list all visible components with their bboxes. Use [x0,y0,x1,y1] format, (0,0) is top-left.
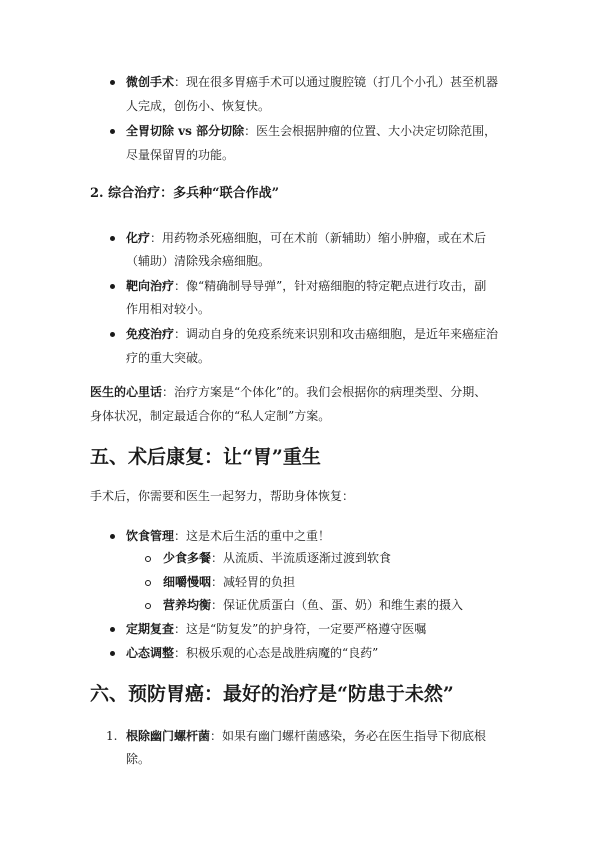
list-item [126,645,378,662]
item-text: ：调动自身的免疫系统来识别和攻击癌细胞，是近年来癌症治 [174,327,499,341]
item-text-cont: （辅助）清除残余癌细胞。 [126,254,271,268]
item-text-cont: 作用相对较小。 [126,302,211,316]
list-item [126,123,496,140]
section-title: 六、预防胃癌：最好的治疗是“防患于未然” [90,683,454,705]
list-number: 1. [106,729,118,743]
item-label: 营养均衡 [163,598,212,612]
list-item [126,278,486,295]
note-text-cont: 身体状况，制定最适合你的“私人定制”方案。 [90,409,331,423]
bullet-icon [110,651,115,656]
note-text: ：治疗方案是“个体化”的。我们会根据你的病理类型、分期、 [162,385,487,399]
item-label: 细嚼慢咽 [163,575,212,589]
bullet-icon [110,627,115,632]
bullet-icon [110,80,115,85]
list-item [126,728,486,745]
item-text-cont: 疗的重大突破。 [126,351,211,365]
item-text-cont: 除。 [126,752,151,766]
sub-list-item [163,550,391,567]
item-text: ：用药物杀死癌细胞，可在术前（新辅助）缩小肿瘤，或在术后 [150,231,487,245]
item-text: ：如果有幽门螺杆菌感染，务必在医生指导下彻底根 [210,729,487,743]
list-item [126,74,498,91]
item-text: ：这是术后生活的重中之重！ [174,529,331,543]
item-text: ：医生会根据肿瘤的位置、大小决定切除范围， [244,124,497,138]
sub-list-item [163,597,463,614]
bullet-icon [110,236,115,241]
item-label: 心态调整 [126,646,175,660]
item-text-cont: 尽量保留胃的功能。 [126,148,235,162]
item-text: ：现在很多胃癌手术可以通过腹腔镜（打几个小孔）甚至机器 [174,75,499,89]
list-item [126,528,330,545]
list-item [126,621,426,638]
bullet-icon [110,129,115,134]
item-text-cont: 人完成，创伤小、恢复快。 [126,99,271,113]
item-label: 定期复查 [126,622,175,636]
item-label: 饮食管理 [126,529,175,543]
list-item [126,230,486,247]
section-heading [90,185,279,203]
list-item [126,326,498,343]
item-label: 微创手术 [126,75,175,89]
item-text: ：这是“防复发”的护身符，一定要严格遵守医嘱 [174,622,427,636]
item-label: 根除幽门螺杆菌 [126,729,211,743]
heading-title: 综合治疗：多兵种“联合作战” [108,186,280,201]
sub-bullet-icon [145,556,151,562]
heading-number: 2. [90,186,104,201]
bullet-icon [110,284,115,289]
item-text: ：像“精确制导导弹”，针对癌细胞的特定靶点进行攻击，副 [174,279,487,293]
sub-list-item [163,574,295,591]
note-label: 医生的心里话 [90,385,163,399]
bullet-icon [110,534,115,539]
item-label: 少食多餐 [163,551,212,565]
section-title: 五、术后康复：让“胃”重生 [90,446,321,468]
doctor-note [90,384,486,401]
item-text: ：积极乐观的心态是战胜病魔的“良药” [174,646,379,660]
sub-bullet-icon [145,603,151,609]
item-label: 全胃切除 vs 部分切除 [126,124,245,138]
item-label: 靶向治疗 [126,279,175,293]
section-intro: 手术后，你需要和医生一起努力，帮助身体恢复： [90,489,355,503]
item-text: ：保证优质蛋白（鱼、蛋、奶）和维生素的摄入 [211,598,464,612]
item-text: ：减轻胃的负担 [211,575,296,589]
item-label: 化疗 [126,231,151,245]
sub-bullet-icon [145,580,151,586]
bullet-icon [110,332,115,337]
item-text: ：从流质、半流质逐渐过渡到软食 [211,551,392,565]
item-label: 免疫治疗 [126,327,175,341]
